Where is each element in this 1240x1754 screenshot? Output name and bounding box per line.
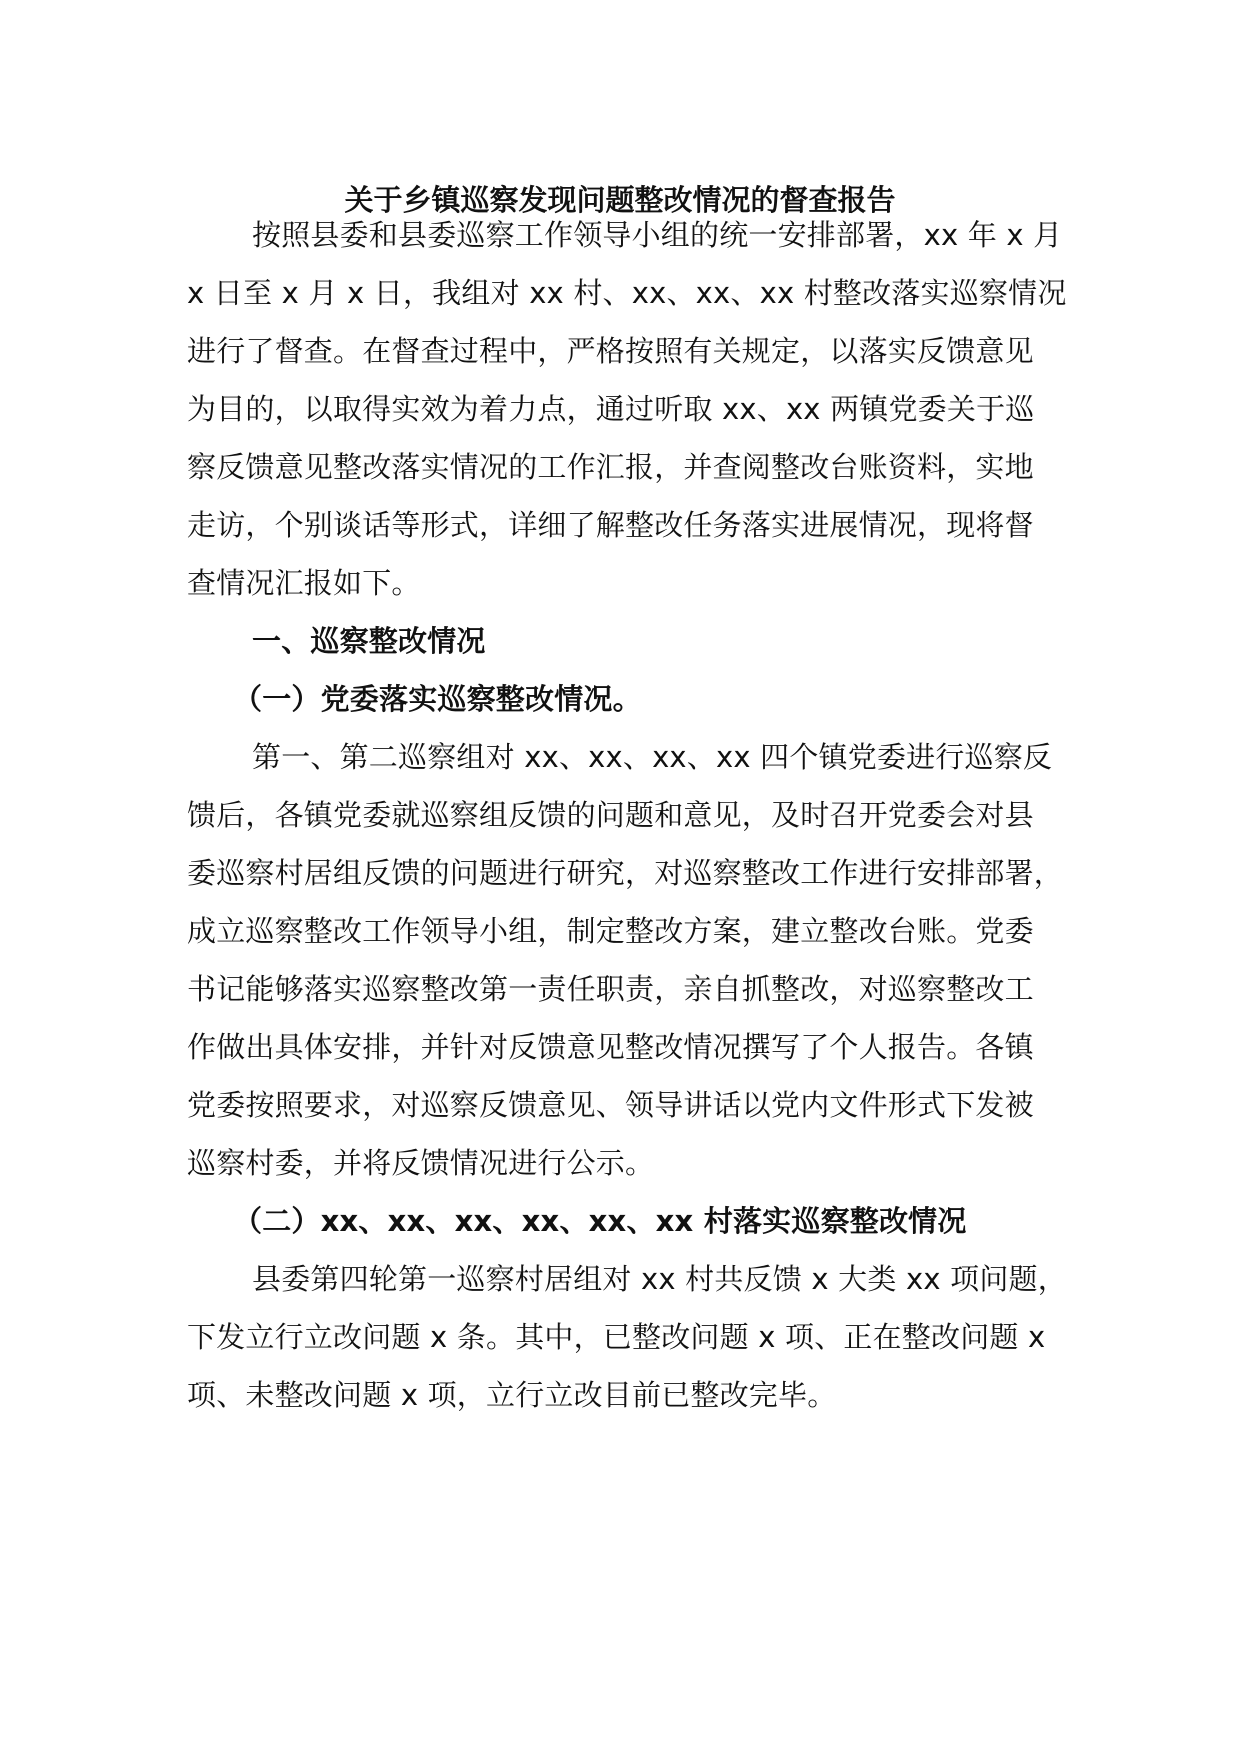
section1-line-1: 第一、第二巡察组对 xx、xx、xx、xx 四个镇党委进行巡察反 [252,740,1053,774]
subsection-heading-2: （二）xx、xx、xx、xx、xx、xx 村落实巡察整改情况 [233,1204,967,1238]
document-title: 关于乡镇巡察发现问题整改情况的督查报告 [344,183,896,217]
section2-line-2: 下发立行立改问题 x 条。其中，已整改问题 x 项、正在整改问题 x [187,1320,1046,1354]
section2-line-1: 县委第四轮第一巡察村居组对 xx 村共反馈 x 大类 xx 项问题， [252,1262,1067,1296]
intro-line-6: 走访，个别谈话等形式，详细了解整改任务落实进展情况，现将督 [187,508,1034,542]
intro-line-4: 为目的，以取得实效为着力点，通过听取 xx、xx 两镇党委关于巡 [187,392,1035,426]
intro-line-5: 察反馈意见整改落实情况的工作汇报，并查阅整改台账资料，实地 [187,450,1034,484]
section1-line-7: 党委按照要求，对巡察反馈意见、领导讲话以党内文件形式下发被 [187,1088,1034,1122]
section1-line-8: 巡察村委，并将反馈情况进行公示。 [187,1146,655,1180]
section1-line-6: 作做出具体安排，并针对反馈意见整改情况撰写了个人报告。各镇 [187,1030,1034,1064]
section1-line-3: 委巡察村居组反馈的问题进行研究，对巡察整改工作进行安排部署， [187,856,1064,890]
section1-line-5: 书记能够落实巡察整改第一责任职责，亲自抓整改，对巡察整改工 [187,972,1034,1006]
intro-line-3: 进行了督查。在督查过程中，严格按照有关规定，以落实反馈意见 [187,334,1034,368]
section1-line-2: 馈后，各镇党委就巡察组反馈的问题和意见，及时召开党委会对县 [187,798,1034,832]
intro-line-2: x 日至 x 月 x 日，我组对 xx 村、xx、xx、xx 村整改落实巡察情况 [187,276,1067,310]
section1-line-4: 成立巡察整改工作领导小组，制定整改方案，建立整改台账。党委 [187,914,1034,948]
intro-line-1: 按照县委和县委巡察工作领导小组的统一安排部署，xx 年 x 月 [252,218,1063,252]
section-heading-1: 一、巡察整改情况 [252,624,486,658]
intro-line-7: 查情况汇报如下。 [187,566,421,600]
subsection-heading-1: （一）党委落实巡察整改情况。 [233,682,642,716]
section2-line-3: 项、未整改问题 x 项，立行立改目前已整改完毕。 [187,1378,837,1412]
